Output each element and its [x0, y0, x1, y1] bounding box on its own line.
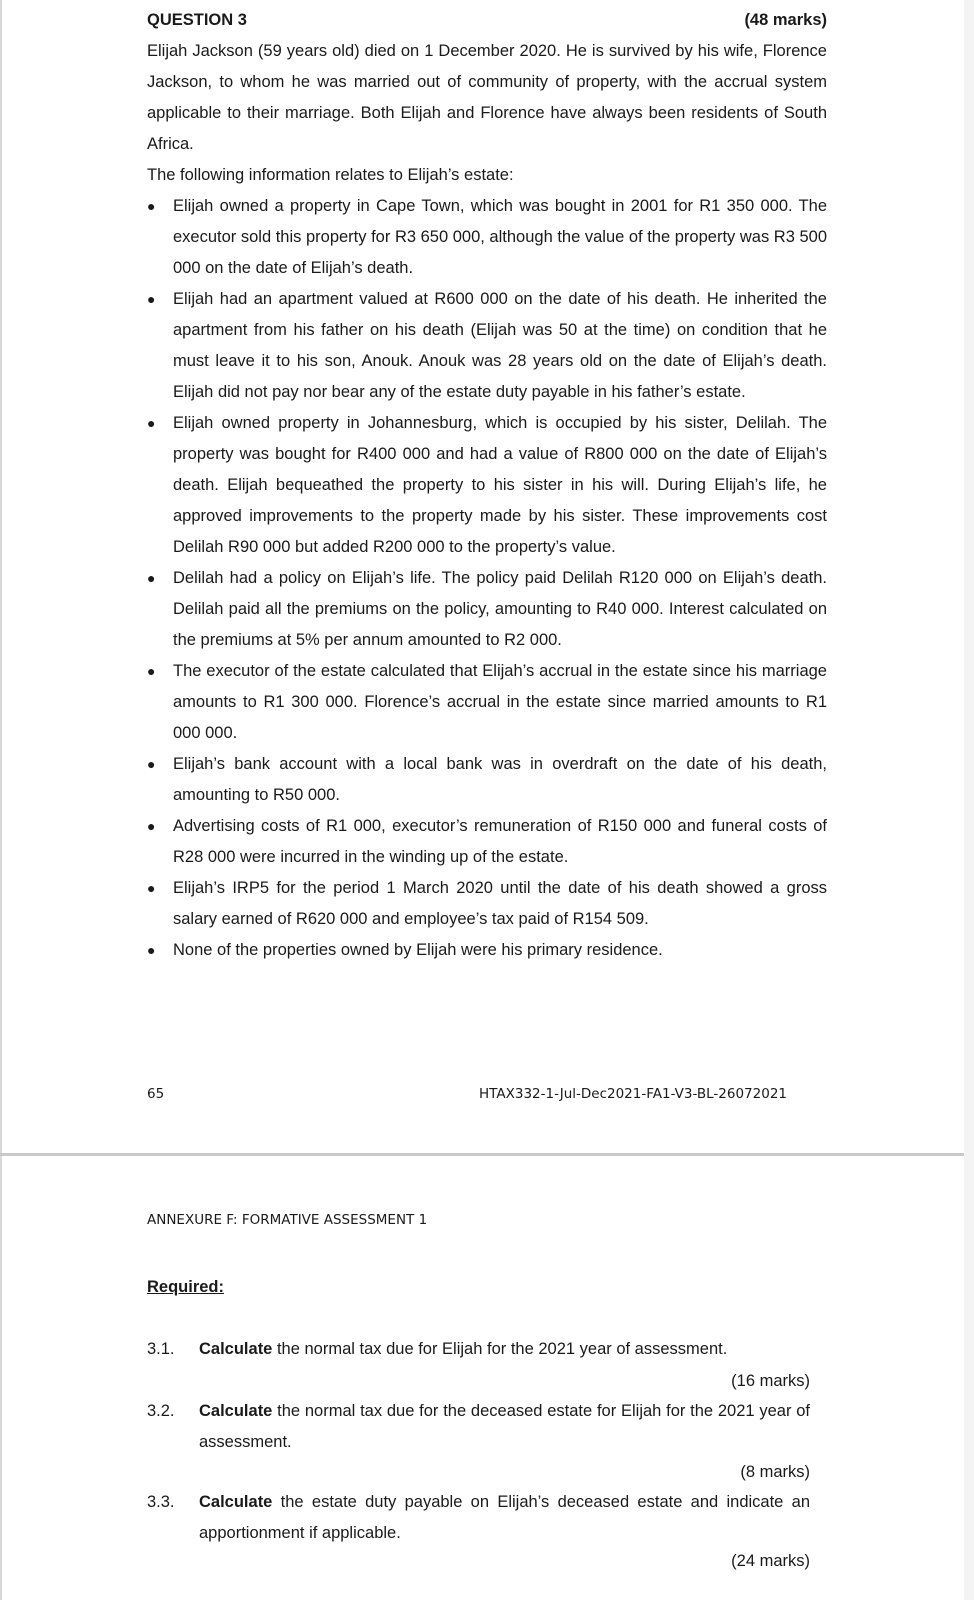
- bullet-icon: ●: [147, 818, 156, 834]
- page-right-edge: [964, 0, 974, 1600]
- list-item: ● Elijah owned a property in Cape Town, which was bought in 2001 for R1 350 000. The executor sold this property for R3 650 000, although the value of the property was R3 500 000 on the date of Elijah’s death.: [147, 191, 827, 284]
- task-3-1: [147, 1334, 810, 1365]
- intro-paragraph: Elijah Jackson (59 years old) died on 1 December 2020. He is survived by his wife, Florence Jackson, to whom he was married out of community of property, with the accrual system applicable to their marriage. Both Elijah and Florence have always been residents of South Africa.: [147, 42, 827, 153]
- required-heading: Required:: [147, 1278, 225, 1296]
- task-text: the estate duty payable on Elijah’s deceased estate and indicate an apportionment if applicable.: [199, 1493, 810, 1542]
- list-item: ● Elijah’s bank account with a local bank was in overdraft on the date of his death, amounting to R50 000.: [147, 749, 827, 811]
- task-number: 3.2.: [147, 1402, 175, 1420]
- lead-paragraph: The following information relates to Elijah’s estate:: [147, 166, 514, 184]
- bullet-icon: ●: [147, 663, 156, 679]
- bullet-icon: ●: [147, 570, 156, 586]
- task-number: 3.1.: [147, 1340, 175, 1358]
- task-text: the normal tax due for the deceased estate for Elijah for the 2021 year of assessment.: [199, 1402, 810, 1451]
- annexure-heading: ANNEXURE F: FORMATIVE ASSESSMENT 1: [147, 1212, 428, 1228]
- question-header: [147, 6, 827, 36]
- task-text: the normal tax due for Elijah for the 2021 year of assessment.: [272, 1340, 728, 1358]
- page-left-edge: [0, 0, 2, 1600]
- list-item: ● Delilah had a policy on Elijah’s life. The policy paid Delilah R120 000 on Elijah’s death. Delilah paid all the premiums on the policy, amounting to R40 000. Interest calculated on the premiums at 5% per annum amounted to R2 000.: [147, 563, 827, 656]
- task-marks: (24 marks): [731, 1552, 810, 1570]
- bullet-icon: ●: [147, 291, 156, 307]
- list-item: ● None of the properties owned by Elijah were his primary residence.: [147, 935, 827, 966]
- bullet-icon: ●: [147, 942, 156, 958]
- task-verb: Calculate: [199, 1340, 273, 1358]
- task-verb: Calculate: [199, 1402, 273, 1420]
- question-page: [147, 6, 827, 966]
- list-item: ● Elijah had an apartment valued at R600 000 on the date of his death. He inherited the apartment from his father on his death (Elijah was 50 at the time) on condition that he must leave it to his son, Anouk. Anouk was 28 years old on the date of Elijah’s death. Elijah did not pay nor bear any of the estate duty payable in his father’s estate.: [147, 284, 827, 408]
- list-item: ● Advertising costs of R1 000, executor’s remuneration of R150 000 and funeral costs of R28 000 were incurred in the winding up of the estate.: [147, 811, 827, 873]
- task-verb: Calculate: [199, 1493, 273, 1511]
- document-code: HTAX332-1-Jul-Dec2021-FA1-V3-BL-26072021: [479, 1086, 787, 1102]
- bullet-icon: ●: [147, 415, 156, 431]
- page-divider: [0, 1153, 964, 1156]
- bullet-icon: ●: [147, 756, 156, 772]
- estate-info-list: [147, 191, 827, 966]
- task-marks: (8 marks): [740, 1463, 810, 1481]
- question-title: QUESTION 3: [147, 11, 247, 29]
- list-item: ● Elijah’s IRP5 for the period 1 March 2020 until the date of his death showed a gross salary earned of R620 000 and employee’s tax paid of R154 509.: [147, 873, 827, 935]
- task-marks: (16 marks): [731, 1372, 810, 1390]
- question-marks: (48 marks): [744, 11, 827, 29]
- page-number: 65: [147, 1086, 165, 1102]
- bullet-icon: ●: [147, 880, 156, 896]
- task-3-3: [147, 1487, 810, 1549]
- list-item: ● The executor of the estate calculated that Elijah’s accrual in the estate since his marriage amounts to R1 300 000. Florence’s accrual in the estate since married amounts to R1 000 000.: [147, 656, 827, 749]
- list-item: ● Elijah owned property in Johannesburg, which is occupied by his sister, Delilah. The property was bought for R400 000 and had a value of R800 000 on the date of Elijah’s death. Elijah bequeathed the property to his sister in his will. During Elijah’s life, he approved improvements to the property made by his sister. These improvements cost Delilah R90 000 but added R200 000 to the property’s value.: [147, 408, 827, 563]
- task-3-2: [147, 1396, 810, 1458]
- bullet-icon: ●: [147, 198, 156, 214]
- task-number: 3.3.: [147, 1493, 175, 1511]
